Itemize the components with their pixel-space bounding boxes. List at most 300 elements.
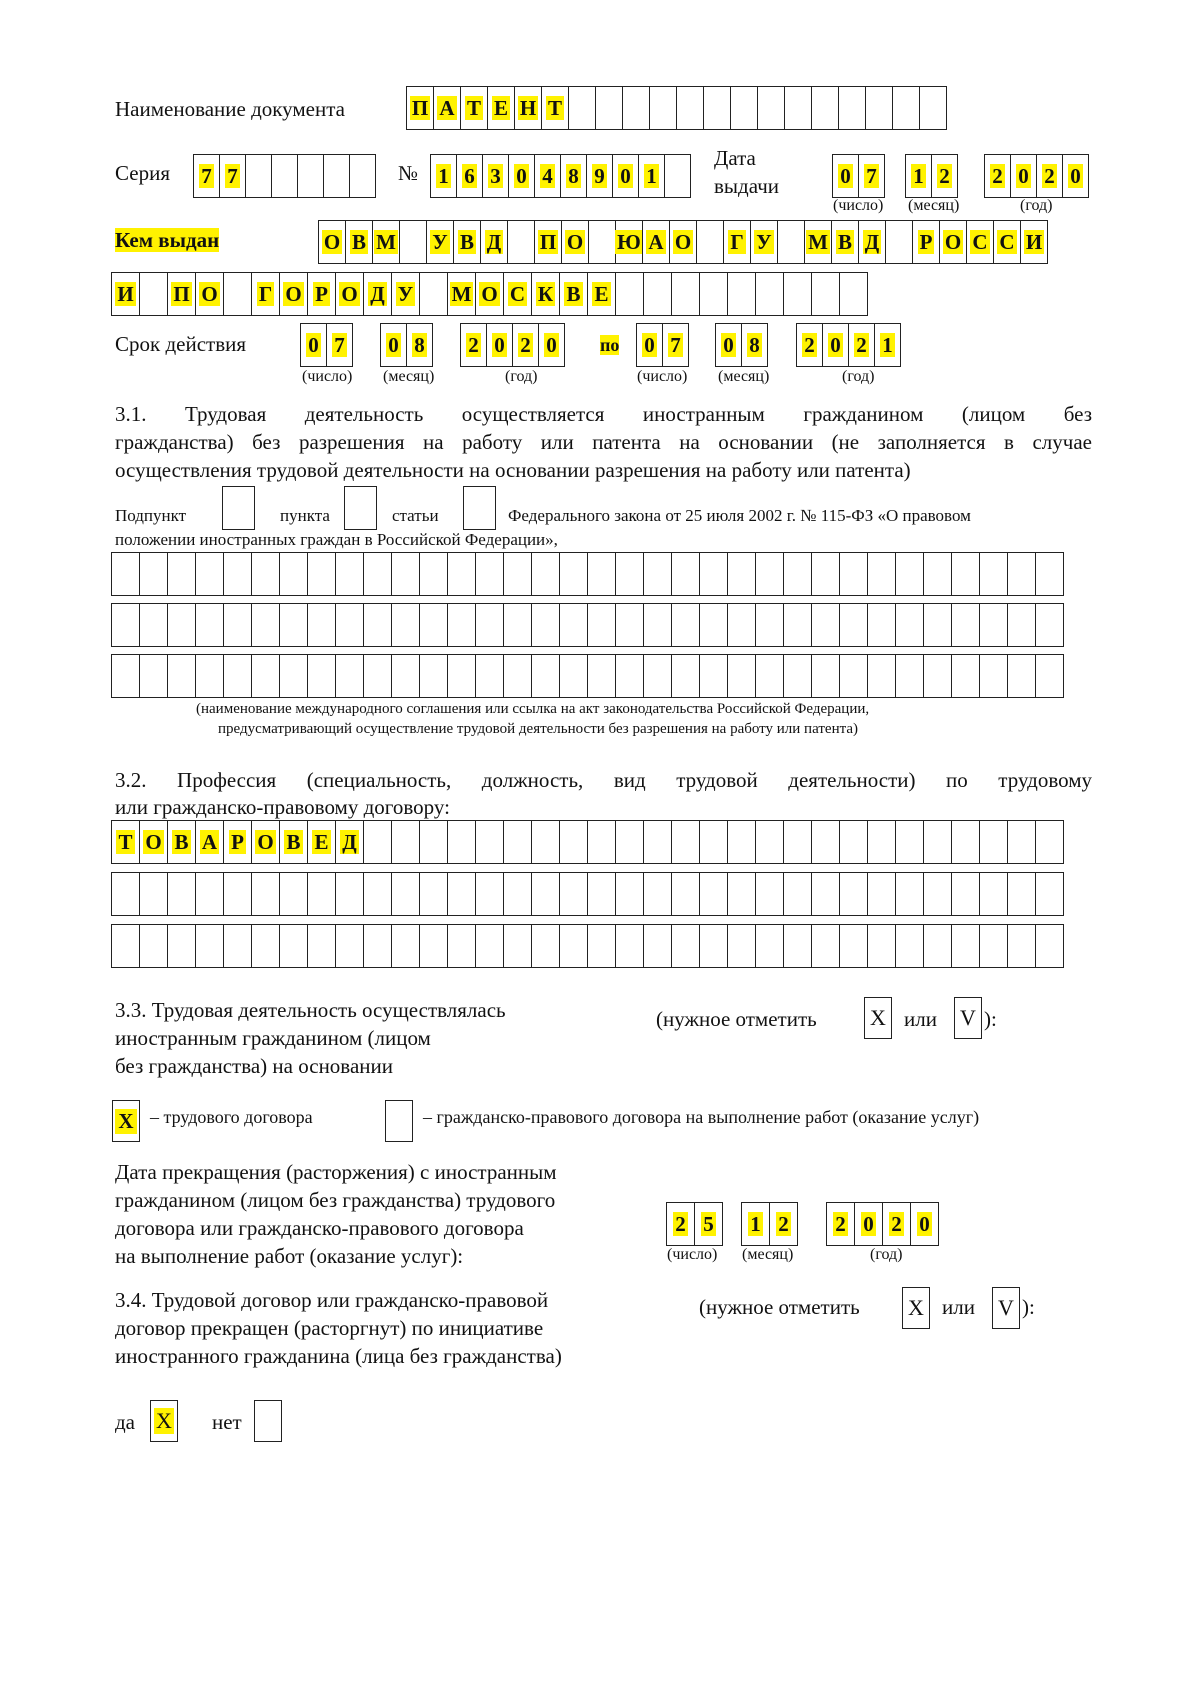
char-cell[interactable] bbox=[219, 154, 246, 198]
char-cell[interactable] bbox=[391, 272, 420, 316]
char-cell[interactable] bbox=[503, 552, 532, 596]
char-cell[interactable] bbox=[867, 603, 896, 647]
char-cell[interactable] bbox=[419, 820, 448, 864]
char-cell[interactable] bbox=[804, 220, 832, 264]
char-cell[interactable] bbox=[923, 603, 952, 647]
char-cell[interactable] bbox=[307, 603, 336, 647]
char-cell[interactable] bbox=[1020, 220, 1048, 264]
char-cell[interactable] bbox=[811, 552, 840, 596]
char-cell[interactable] bbox=[755, 820, 784, 864]
char-cell[interactable] bbox=[335, 552, 364, 596]
char-cell[interactable] bbox=[111, 272, 140, 316]
char-cell[interactable] bbox=[769, 1202, 798, 1246]
char-cell[interactable] bbox=[839, 552, 868, 596]
char-cell[interactable] bbox=[426, 220, 454, 264]
char-cell[interactable] bbox=[139, 820, 168, 864]
char-cell[interactable] bbox=[839, 603, 868, 647]
char-cell[interactable] bbox=[503, 654, 532, 698]
char-cell[interactable] bbox=[559, 820, 588, 864]
char-cell[interactable] bbox=[251, 272, 280, 316]
char-cell[interactable] bbox=[638, 154, 665, 198]
char-cell[interactable] bbox=[588, 220, 616, 264]
labor-contract-checkbox[interactable]: X bbox=[112, 1100, 140, 1142]
char-cell[interactable] bbox=[699, 924, 728, 968]
yes-checkbox[interactable]: X bbox=[150, 1400, 178, 1442]
char-cell[interactable] bbox=[671, 924, 700, 968]
char-cell[interactable] bbox=[715, 323, 742, 367]
char-cell[interactable] bbox=[363, 654, 392, 698]
char-cell[interactable] bbox=[699, 272, 728, 316]
char-cell[interactable] bbox=[755, 603, 784, 647]
char-cell[interactable] bbox=[223, 820, 252, 864]
char-cell[interactable] bbox=[271, 154, 298, 198]
char-cell[interactable] bbox=[279, 820, 308, 864]
char-cell[interactable] bbox=[297, 154, 324, 198]
char-cell[interactable] bbox=[895, 552, 924, 596]
char-cell[interactable] bbox=[447, 654, 476, 698]
char-cell[interactable] bbox=[612, 154, 639, 198]
char-cell[interactable] bbox=[783, 820, 812, 864]
char-cell[interactable] bbox=[615, 220, 643, 264]
char-cell[interactable] bbox=[750, 220, 778, 264]
char-cell[interactable] bbox=[419, 654, 448, 698]
termination-day-cells[interactable] bbox=[666, 1202, 722, 1246]
char-cell[interactable] bbox=[923, 924, 952, 968]
char-cell[interactable] bbox=[419, 272, 448, 316]
char-cell[interactable] bbox=[699, 820, 728, 864]
char-cell[interactable] bbox=[1035, 603, 1064, 647]
char-cell[interactable] bbox=[195, 820, 224, 864]
char-cell[interactable] bbox=[838, 86, 866, 130]
char-cell[interactable] bbox=[195, 603, 224, 647]
char-cell[interactable] bbox=[223, 654, 252, 698]
char-cell[interactable] bbox=[951, 820, 980, 864]
char-cell[interactable] bbox=[456, 154, 483, 198]
char-cell[interactable] bbox=[419, 552, 448, 596]
char-cell[interactable] bbox=[587, 603, 616, 647]
char-cell[interactable] bbox=[783, 603, 812, 647]
char-cell[interactable] bbox=[503, 924, 532, 968]
char-cell[interactable] bbox=[727, 603, 756, 647]
char-cell[interactable] bbox=[531, 552, 560, 596]
char-cell[interactable] bbox=[139, 272, 168, 316]
char-cell[interactable] bbox=[139, 924, 168, 968]
char-cell[interactable] bbox=[811, 86, 839, 130]
char-cell[interactable] bbox=[531, 654, 560, 698]
char-cell[interactable] bbox=[111, 872, 140, 916]
char-cell[interactable] bbox=[475, 552, 504, 596]
char-cell[interactable] bbox=[460, 323, 487, 367]
char-cell[interactable] bbox=[811, 924, 840, 968]
char-cell[interactable] bbox=[139, 552, 168, 596]
char-cell[interactable] bbox=[195, 552, 224, 596]
char-cell[interactable] bbox=[1007, 820, 1036, 864]
char-cell[interactable] bbox=[167, 603, 196, 647]
char-cell[interactable] bbox=[318, 220, 346, 264]
char-cell[interactable] bbox=[666, 1202, 695, 1246]
char-cell[interactable] bbox=[671, 272, 700, 316]
char-cell[interactable] bbox=[307, 820, 336, 864]
char-cell[interactable] bbox=[931, 154, 958, 198]
char-cell[interactable] bbox=[676, 86, 704, 130]
char-cell[interactable] bbox=[910, 1202, 939, 1246]
char-cell[interactable] bbox=[251, 654, 280, 698]
char-cell[interactable] bbox=[755, 924, 784, 968]
char-cell[interactable] bbox=[727, 654, 756, 698]
char-cell[interactable] bbox=[363, 924, 392, 968]
char-cell[interactable] bbox=[335, 272, 364, 316]
char-cell[interactable] bbox=[534, 154, 561, 198]
char-cell[interactable] bbox=[757, 86, 785, 130]
char-cell[interactable] bbox=[951, 924, 980, 968]
char-cell[interactable] bbox=[636, 323, 663, 367]
char-cell[interactable] bbox=[783, 654, 812, 698]
char-cell[interactable] bbox=[503, 820, 532, 864]
char-cell[interactable] bbox=[951, 603, 980, 647]
char-cell[interactable] bbox=[335, 603, 364, 647]
char-cell[interactable] bbox=[865, 86, 893, 130]
char-cell[interactable] bbox=[587, 872, 616, 916]
char-cell[interactable] bbox=[671, 552, 700, 596]
char-cell[interactable] bbox=[300, 323, 327, 367]
char-cell[interactable] bbox=[885, 220, 913, 264]
char-cell[interactable] bbox=[979, 820, 1008, 864]
char-cell[interactable] bbox=[643, 552, 672, 596]
char-cell[interactable] bbox=[1007, 872, 1036, 916]
char-cell[interactable] bbox=[966, 220, 994, 264]
char-cell[interactable] bbox=[399, 220, 427, 264]
char-cell[interactable] bbox=[811, 820, 840, 864]
char-cell[interactable] bbox=[699, 552, 728, 596]
char-cell[interactable] bbox=[905, 154, 932, 198]
char-cell[interactable] bbox=[453, 220, 481, 264]
char-cell[interactable] bbox=[730, 86, 758, 130]
char-cell[interactable] bbox=[979, 924, 1008, 968]
char-cell[interactable] bbox=[699, 603, 728, 647]
char-cell[interactable] bbox=[559, 603, 588, 647]
char-cell[interactable] bbox=[643, 820, 672, 864]
char-cell[interactable] bbox=[559, 872, 588, 916]
char-cell[interactable] bbox=[832, 154, 859, 198]
char-cell[interactable] bbox=[587, 654, 616, 698]
char-cell[interactable] bbox=[923, 872, 952, 916]
char-cell[interactable] bbox=[643, 924, 672, 968]
char-cell[interactable] bbox=[561, 220, 589, 264]
char-cell[interactable] bbox=[586, 154, 613, 198]
char-cell[interactable] bbox=[1035, 820, 1064, 864]
char-cell[interactable] bbox=[111, 924, 140, 968]
char-cell[interactable] bbox=[727, 272, 756, 316]
char-cell[interactable] bbox=[858, 154, 885, 198]
char-cell[interactable] bbox=[615, 820, 644, 864]
char-cell[interactable] bbox=[1007, 603, 1036, 647]
char-cell[interactable] bbox=[279, 603, 308, 647]
char-cell[interactable] bbox=[727, 552, 756, 596]
char-cell[interactable] bbox=[895, 872, 924, 916]
char-cell[interactable] bbox=[919, 86, 947, 130]
profession-cells-row-1[interactable] bbox=[111, 820, 1063, 864]
char-cell[interactable] bbox=[741, 323, 768, 367]
char-cell[interactable] bbox=[895, 924, 924, 968]
char-cell[interactable] bbox=[486, 323, 513, 367]
char-cell[interactable] bbox=[512, 323, 539, 367]
char-cell[interactable] bbox=[643, 603, 672, 647]
char-cell[interactable] bbox=[831, 220, 859, 264]
char-cell[interactable] bbox=[723, 220, 751, 264]
char-cell[interactable] bbox=[783, 552, 812, 596]
char-cell[interactable] bbox=[755, 654, 784, 698]
char-cell[interactable] bbox=[223, 272, 252, 316]
char-cell[interactable] bbox=[391, 820, 420, 864]
char-cell[interactable] bbox=[839, 820, 868, 864]
char-cell[interactable] bbox=[279, 654, 308, 698]
char-cell[interactable] bbox=[671, 820, 700, 864]
char-cell[interactable] bbox=[783, 924, 812, 968]
char-cell[interactable] bbox=[895, 654, 924, 698]
char-cell[interactable] bbox=[195, 872, 224, 916]
char-cell[interactable] bbox=[503, 872, 532, 916]
char-cell[interactable] bbox=[251, 552, 280, 596]
char-cell[interactable] bbox=[993, 220, 1021, 264]
char-cell[interactable] bbox=[487, 86, 515, 130]
char-cell[interactable] bbox=[1007, 924, 1036, 968]
char-cell[interactable] bbox=[662, 323, 689, 367]
char-cell[interactable] bbox=[531, 603, 560, 647]
char-cell[interactable] bbox=[923, 820, 952, 864]
char-cell[interactable] bbox=[839, 654, 868, 698]
char-cell[interactable] bbox=[363, 603, 392, 647]
char-cell[interactable] bbox=[447, 272, 476, 316]
char-cell[interactable] bbox=[508, 154, 535, 198]
char-cell[interactable] bbox=[307, 272, 336, 316]
char-cell[interactable] bbox=[391, 872, 420, 916]
char-cell[interactable] bbox=[279, 872, 308, 916]
char-cell[interactable] bbox=[796, 323, 823, 367]
char-cell[interactable] bbox=[167, 924, 196, 968]
char-cell[interactable] bbox=[615, 272, 644, 316]
char-cell[interactable] bbox=[531, 924, 560, 968]
char-cell[interactable] bbox=[223, 872, 252, 916]
char-cell[interactable] bbox=[643, 654, 672, 698]
char-cell[interactable] bbox=[671, 872, 700, 916]
char-cell[interactable] bbox=[848, 323, 875, 367]
char-cell[interactable] bbox=[1036, 154, 1063, 198]
char-cell[interactable] bbox=[727, 872, 756, 916]
char-cell[interactable] bbox=[892, 86, 920, 130]
char-cell[interactable] bbox=[419, 872, 448, 916]
char-cell[interactable] bbox=[475, 654, 504, 698]
char-cell[interactable] bbox=[559, 272, 588, 316]
char-cell[interactable] bbox=[951, 552, 980, 596]
char-cell[interactable] bbox=[433, 86, 461, 130]
char-cell[interactable] bbox=[1007, 654, 1036, 698]
char-cell[interactable] bbox=[460, 86, 488, 130]
basis-cells-row-1[interactable] bbox=[111, 552, 1063, 596]
char-cell[interactable] bbox=[363, 820, 392, 864]
char-cell[interactable] bbox=[643, 272, 672, 316]
char-cell[interactable] bbox=[560, 154, 587, 198]
char-cell[interactable] bbox=[867, 924, 896, 968]
char-cell[interactable] bbox=[223, 924, 252, 968]
char-cell[interactable] bbox=[419, 924, 448, 968]
char-cell[interactable] bbox=[696, 220, 724, 264]
char-cell[interactable] bbox=[251, 820, 280, 864]
char-cell[interactable] bbox=[615, 924, 644, 968]
char-cell[interactable] bbox=[475, 924, 504, 968]
char-cell[interactable] bbox=[475, 603, 504, 647]
char-cell[interactable] bbox=[223, 603, 252, 647]
char-cell[interactable] bbox=[664, 154, 691, 198]
char-cell[interactable] bbox=[251, 924, 280, 968]
char-cell[interactable] bbox=[139, 603, 168, 647]
char-cell[interactable] bbox=[279, 272, 308, 316]
char-cell[interactable] bbox=[335, 924, 364, 968]
char-cell[interactable] bbox=[1035, 872, 1064, 916]
char-cell[interactable] bbox=[671, 603, 700, 647]
char-cell[interactable] bbox=[923, 654, 952, 698]
char-cell[interactable] bbox=[867, 872, 896, 916]
char-cell[interactable] bbox=[335, 872, 364, 916]
char-cell[interactable] bbox=[587, 552, 616, 596]
char-cell[interactable] bbox=[223, 552, 252, 596]
char-cell[interactable] bbox=[811, 872, 840, 916]
char-cell[interactable] bbox=[839, 924, 868, 968]
char-cell[interactable] bbox=[363, 552, 392, 596]
char-cell[interactable] bbox=[335, 654, 364, 698]
char-cell[interactable] bbox=[669, 220, 697, 264]
basis-cells-row-3[interactable] bbox=[111, 654, 1063, 698]
char-cell[interactable] bbox=[391, 603, 420, 647]
char-cell[interactable] bbox=[245, 154, 272, 198]
char-cell[interactable] bbox=[111, 820, 140, 864]
char-cell[interactable] bbox=[139, 872, 168, 916]
char-cell[interactable] bbox=[826, 1202, 855, 1246]
char-cell[interactable] bbox=[783, 872, 812, 916]
char-cell[interactable] bbox=[568, 86, 596, 130]
char-cell[interactable] bbox=[1010, 154, 1037, 198]
char-cell[interactable] bbox=[811, 272, 840, 316]
char-cell[interactable] bbox=[447, 820, 476, 864]
char-cell[interactable] bbox=[979, 872, 1008, 916]
char-cell[interactable] bbox=[447, 872, 476, 916]
char-cell[interactable] bbox=[541, 86, 569, 130]
char-cell[interactable] bbox=[615, 872, 644, 916]
char-cell[interactable] bbox=[867, 552, 896, 596]
termination-year-cells[interactable] bbox=[826, 1202, 938, 1246]
char-cell[interactable] bbox=[503, 272, 532, 316]
char-cell[interactable] bbox=[195, 924, 224, 968]
char-cell[interactable] bbox=[279, 924, 308, 968]
char-cell[interactable] bbox=[912, 220, 940, 264]
char-cell[interactable] bbox=[507, 220, 535, 264]
char-cell[interactable] bbox=[727, 924, 756, 968]
char-cell[interactable] bbox=[534, 220, 562, 264]
char-cell[interactable] bbox=[951, 654, 980, 698]
char-cell[interactable] bbox=[307, 654, 336, 698]
char-cell[interactable] bbox=[643, 872, 672, 916]
char-cell[interactable] bbox=[279, 552, 308, 596]
profession-cells-row-3[interactable] bbox=[111, 924, 1063, 968]
subpoint-box[interactable] bbox=[222, 486, 255, 530]
char-cell[interactable] bbox=[251, 603, 280, 647]
char-cell[interactable] bbox=[615, 603, 644, 647]
char-cell[interactable] bbox=[984, 154, 1011, 198]
char-cell[interactable] bbox=[858, 220, 886, 264]
char-cell[interactable] bbox=[923, 552, 952, 596]
char-cell[interactable] bbox=[503, 603, 532, 647]
char-cell[interactable] bbox=[195, 272, 224, 316]
char-cell[interactable] bbox=[727, 820, 756, 864]
char-cell[interactable] bbox=[167, 552, 196, 596]
char-cell[interactable] bbox=[307, 552, 336, 596]
char-cell[interactable] bbox=[854, 1202, 883, 1246]
article-box[interactable] bbox=[463, 486, 496, 530]
char-cell[interactable] bbox=[480, 220, 508, 264]
char-cell[interactable] bbox=[882, 1202, 911, 1246]
char-cell[interactable] bbox=[531, 820, 560, 864]
char-cell[interactable] bbox=[193, 154, 220, 198]
termination-month-cells[interactable] bbox=[741, 1202, 797, 1246]
char-cell[interactable] bbox=[538, 323, 565, 367]
char-cell[interactable] bbox=[391, 552, 420, 596]
char-cell[interactable] bbox=[167, 654, 196, 698]
char-cell[interactable] bbox=[475, 872, 504, 916]
char-cell[interactable] bbox=[979, 603, 1008, 647]
char-cell[interactable] bbox=[167, 820, 196, 864]
char-cell[interactable] bbox=[380, 323, 407, 367]
char-cell[interactable] bbox=[755, 872, 784, 916]
profession-cells-row-2[interactable] bbox=[111, 872, 1063, 916]
char-cell[interactable] bbox=[335, 820, 364, 864]
char-cell[interactable] bbox=[406, 323, 433, 367]
char-cell[interactable] bbox=[694, 1202, 723, 1246]
char-cell[interactable] bbox=[514, 86, 542, 130]
char-cell[interactable] bbox=[251, 872, 280, 916]
char-cell[interactable] bbox=[587, 924, 616, 968]
char-cell[interactable] bbox=[649, 86, 677, 130]
char-cell[interactable] bbox=[703, 86, 731, 130]
char-cell[interactable] bbox=[755, 552, 784, 596]
char-cell[interactable] bbox=[642, 220, 670, 264]
char-cell[interactable] bbox=[811, 603, 840, 647]
char-cell[interactable] bbox=[372, 220, 400, 264]
char-cell[interactable] bbox=[363, 872, 392, 916]
char-cell[interactable] bbox=[1035, 654, 1064, 698]
basis-cells-row-2[interactable] bbox=[111, 603, 1063, 647]
char-cell[interactable] bbox=[867, 820, 896, 864]
char-cell[interactable] bbox=[699, 872, 728, 916]
char-cell[interactable] bbox=[895, 603, 924, 647]
char-cell[interactable] bbox=[587, 272, 616, 316]
char-cell[interactable] bbox=[531, 872, 560, 916]
char-cell[interactable] bbox=[475, 820, 504, 864]
char-cell[interactable] bbox=[595, 86, 623, 130]
char-cell[interactable] bbox=[777, 220, 805, 264]
char-cell[interactable] bbox=[111, 552, 140, 596]
char-cell[interactable] bbox=[406, 86, 434, 130]
char-cell[interactable] bbox=[867, 654, 896, 698]
char-cell[interactable] bbox=[784, 86, 812, 130]
char-cell[interactable] bbox=[531, 272, 560, 316]
char-cell[interactable] bbox=[951, 872, 980, 916]
char-cell[interactable] bbox=[615, 654, 644, 698]
char-cell[interactable] bbox=[447, 603, 476, 647]
char-cell[interactable] bbox=[430, 154, 457, 198]
char-cell[interactable] bbox=[615, 552, 644, 596]
char-cell[interactable] bbox=[979, 654, 1008, 698]
char-cell[interactable] bbox=[1035, 924, 1064, 968]
char-cell[interactable] bbox=[587, 820, 616, 864]
